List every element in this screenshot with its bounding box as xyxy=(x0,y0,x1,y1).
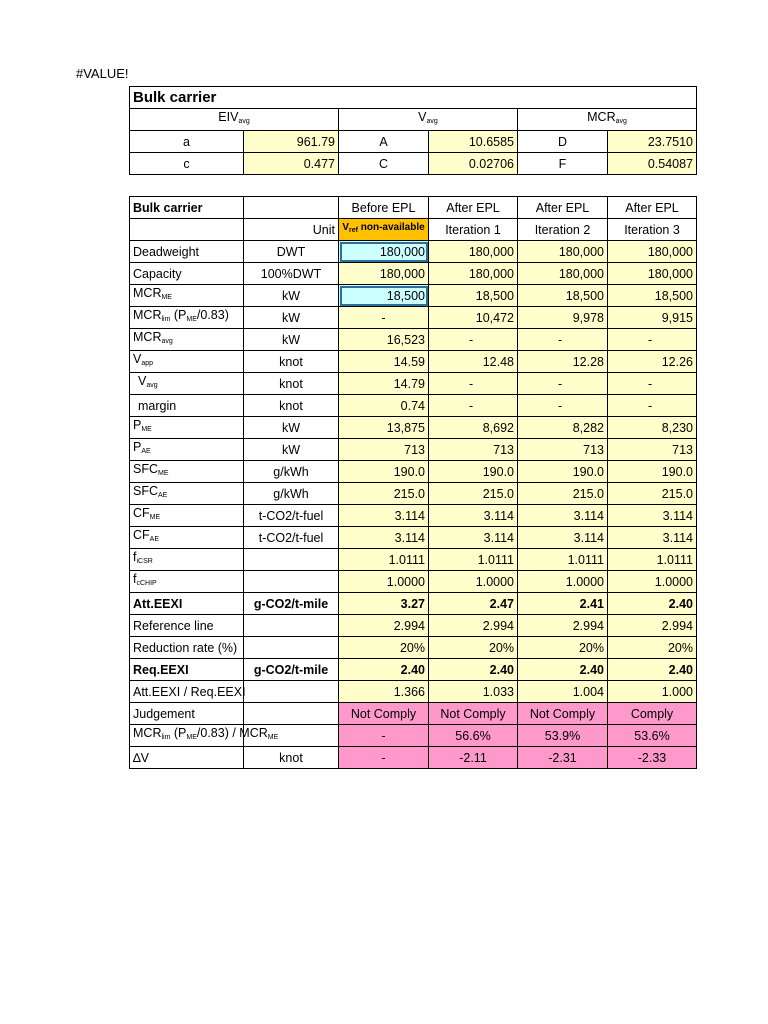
value-cell: 3.27 xyxy=(339,593,429,615)
row-label xyxy=(130,505,244,527)
row-label-sub: iCSR xyxy=(136,558,153,565)
row-unit: DWT xyxy=(244,241,339,263)
coef-label: D xyxy=(518,131,608,153)
eexi-calculation-table xyxy=(129,196,697,769)
row-unit: knot xyxy=(244,747,339,769)
row-unit: g-CO2/t-mile xyxy=(244,659,339,681)
value-cell: 9,978 xyxy=(518,307,608,329)
value-cell: 1.0000 xyxy=(608,571,697,593)
value-cell: 1.033 xyxy=(429,681,518,703)
value-cell: 1.000 xyxy=(608,681,697,703)
value-cell: -2.11 xyxy=(429,747,518,769)
row-unit xyxy=(244,571,339,593)
row-label xyxy=(130,285,244,307)
row-unit: kW xyxy=(244,285,339,307)
row-unit: knot xyxy=(244,395,339,417)
row-unit xyxy=(244,549,339,571)
row-label-main: V xyxy=(138,374,147,388)
table-row xyxy=(130,395,697,417)
coef-head-sub: avg xyxy=(615,118,627,125)
value-cell: 180,000 xyxy=(339,263,429,285)
coef-row xyxy=(130,153,697,175)
value-cell: - xyxy=(429,329,518,351)
value-cell: 190.0 xyxy=(608,461,697,483)
value-cell: 3.114 xyxy=(339,505,429,527)
row-label-sub: ME xyxy=(161,294,172,301)
value-cell: 9,915 xyxy=(608,307,697,329)
value-cell: - xyxy=(518,395,608,417)
row-label-main: Deadweight xyxy=(133,244,200,259)
table-row xyxy=(130,307,697,329)
coef-value[interactable]: 0.477 xyxy=(244,153,339,175)
row-label-main: ∆V xyxy=(133,750,149,765)
value-cell: - xyxy=(608,395,697,417)
coef-head-sub: avg xyxy=(426,118,438,125)
table-row xyxy=(130,681,697,703)
row-label-sub: ME xyxy=(141,426,152,433)
value-cell: 10,472 xyxy=(429,307,518,329)
row-label xyxy=(130,395,244,417)
value-cell: - xyxy=(339,747,429,769)
row-label-main: Reduction rate (%) xyxy=(133,640,238,655)
value-cell[interactable]: 18,500 xyxy=(339,285,429,307)
blank-cell xyxy=(130,219,244,241)
row-unit: knot xyxy=(244,373,339,395)
value-cell: 3.114 xyxy=(518,505,608,527)
vref-note-cell xyxy=(339,219,429,241)
row-label xyxy=(130,329,244,351)
value-cell: Not Comply xyxy=(518,703,608,725)
value-cell: 215.0 xyxy=(339,483,429,505)
coef-value[interactable]: 961.79 xyxy=(244,131,339,153)
value-cell: 18,500 xyxy=(518,285,608,307)
value-cell: - xyxy=(608,329,697,351)
value-cell: - xyxy=(429,395,518,417)
table-row xyxy=(130,285,697,307)
vref-main: V xyxy=(342,222,350,233)
value-cell: 1.0111 xyxy=(339,549,429,571)
row-label xyxy=(130,593,244,615)
value-cell: - xyxy=(608,373,697,395)
row-unit: 100%DWT xyxy=(244,263,339,285)
table-row xyxy=(130,263,697,285)
value-cell: 2.40 xyxy=(608,659,697,681)
row-label-main: Req.EEXI xyxy=(133,662,189,677)
coef-head-1 xyxy=(339,109,518,131)
row-label-main: f xyxy=(133,550,137,564)
table-row xyxy=(130,725,697,747)
value-cell: 180,000 xyxy=(608,263,697,285)
table-row xyxy=(130,637,697,659)
value-cell: 190.0 xyxy=(429,461,518,483)
row-unit: t-CO2/t-fuel xyxy=(244,505,339,527)
row-label-main: CF xyxy=(133,528,150,542)
value-cell: 2.47 xyxy=(429,593,518,615)
value-cell: 3.114 xyxy=(429,527,518,549)
value-cell: 1.0000 xyxy=(339,571,429,593)
row-label-rest2: /0.83) xyxy=(196,308,229,322)
table-row xyxy=(130,505,697,527)
iteration-1-head: Iteration 1 xyxy=(429,219,518,241)
value-cell: 1.0111 xyxy=(608,549,697,571)
coef-value[interactable]: 0.02706 xyxy=(429,153,518,175)
value-cell: Comply xyxy=(608,703,697,725)
value-cell: 1.0000 xyxy=(518,571,608,593)
row-label-main: SFC xyxy=(133,462,158,476)
value-cell: 713 xyxy=(429,439,518,461)
row-label-main: Reference line xyxy=(133,618,214,633)
value-cell: 14.79 xyxy=(339,373,429,395)
row-label-rest2: /0.83) / MCR xyxy=(196,726,268,740)
row-label-sub: app xyxy=(141,360,154,367)
row-label xyxy=(130,659,244,681)
table-row xyxy=(130,483,697,505)
row-label-sub: lim xyxy=(161,734,171,741)
value-cell: 1.0111 xyxy=(429,549,518,571)
table-row xyxy=(130,329,697,351)
value-cell: -2.31 xyxy=(518,747,608,769)
value-cell: 3.114 xyxy=(339,527,429,549)
row-label xyxy=(130,307,244,329)
value-cell: - xyxy=(429,373,518,395)
coef-head-2 xyxy=(518,109,697,131)
row-label-rest: (P xyxy=(170,308,187,322)
column-head-after-epl-3: After EPL xyxy=(608,197,697,219)
row-label-main: SFC xyxy=(133,484,158,498)
column-head-after-epl-1: After EPL xyxy=(429,197,518,219)
value-cell: 2.994 xyxy=(429,615,518,637)
blank-cell xyxy=(244,197,339,219)
row-label xyxy=(130,263,244,285)
value-cell: 190.0 xyxy=(518,461,608,483)
table-row xyxy=(130,461,697,483)
coef-head-main: MCR xyxy=(587,110,616,124)
row-label-sub3: ME xyxy=(267,734,279,741)
eexi-table-title: Bulk carrier xyxy=(130,197,244,219)
row-unit: g-CO2/t-mile xyxy=(244,593,339,615)
row-label xyxy=(130,373,244,395)
value-cell: 180,000 xyxy=(608,241,697,263)
column-head-before-epl: Before EPL xyxy=(339,197,429,219)
row-label xyxy=(130,637,244,659)
row-unit: g/kWh xyxy=(244,461,339,483)
coef-value[interactable]: 10.6585 xyxy=(429,131,518,153)
value-cell: 20% xyxy=(518,637,608,659)
value-cell: 2.40 xyxy=(518,659,608,681)
coef-head-main: V xyxy=(418,110,427,124)
coef-row xyxy=(130,131,697,153)
table-row xyxy=(130,703,697,725)
row-label xyxy=(130,571,244,593)
value-cell[interactable]: 180,000 xyxy=(339,241,429,263)
value-cell: 180,000 xyxy=(518,241,608,263)
coefficient-table xyxy=(129,86,697,175)
value-cell: 18,500 xyxy=(429,285,518,307)
row-label-main: margin xyxy=(138,398,177,413)
value-cell: 2.41 xyxy=(518,593,608,615)
row-label-main: MCR xyxy=(133,308,162,322)
coef-head-main: EIV xyxy=(218,110,239,124)
row-label-sub: ME xyxy=(158,470,169,477)
row-label-sub: AE xyxy=(149,536,160,543)
row-label xyxy=(130,527,244,549)
value-cell: 8,692 xyxy=(429,417,518,439)
row-unit xyxy=(244,681,339,703)
value-cell: 13,875 xyxy=(339,417,429,439)
row-label-main: Att.EEXI xyxy=(133,596,183,611)
row-unit: knot xyxy=(244,351,339,373)
table-row xyxy=(130,241,697,263)
row-label xyxy=(130,549,244,571)
iteration-2-head: Iteration 2 xyxy=(518,219,608,241)
row-unit: kW xyxy=(244,417,339,439)
value-cell: 1.0111 xyxy=(518,549,608,571)
value-cell: 215.0 xyxy=(518,483,608,505)
value-cell: 20% xyxy=(429,637,518,659)
row-unit xyxy=(244,637,339,659)
value-cell: 8,282 xyxy=(518,417,608,439)
value-cell: 20% xyxy=(339,637,429,659)
value-cell: Not Comply xyxy=(429,703,518,725)
row-unit: kW xyxy=(244,329,339,351)
coef-label: a xyxy=(130,131,244,153)
row-label-sub: cCHIP xyxy=(136,580,157,587)
row-label xyxy=(130,747,244,769)
value-cell: 1.366 xyxy=(339,681,429,703)
value-cell: 713 xyxy=(518,439,608,461)
coef-value[interactable]: 0.54087 xyxy=(608,153,697,175)
row-label xyxy=(130,483,244,505)
row-unit: t-CO2/t-fuel xyxy=(244,527,339,549)
row-label xyxy=(130,417,244,439)
row-label-sub: avg xyxy=(146,382,158,389)
column-head-after-epl-2: After EPL xyxy=(518,197,608,219)
table-row xyxy=(130,373,697,395)
value-cell: 12.28 xyxy=(518,351,608,373)
table-row xyxy=(130,549,697,571)
table-row xyxy=(130,747,697,769)
value-cell: 12.26 xyxy=(608,351,697,373)
value-cell: - xyxy=(339,307,429,329)
table-row xyxy=(130,439,697,461)
row-label-main: Capacity xyxy=(133,266,182,281)
row-label-main: V xyxy=(133,352,142,366)
row-unit xyxy=(244,703,339,725)
value-cell: 2.994 xyxy=(339,615,429,637)
iteration-3-head: Iteration 3 xyxy=(608,219,697,241)
value-cell: 180,000 xyxy=(518,263,608,285)
row-label-main: Judgement xyxy=(133,706,195,721)
row-label-sub: AE xyxy=(158,492,168,499)
row-label xyxy=(130,681,244,703)
value-cell: 215.0 xyxy=(429,483,518,505)
coef-head-0 xyxy=(130,109,339,131)
value-cell: 3.114 xyxy=(608,505,697,527)
row-label-main: P xyxy=(133,440,142,454)
table-row xyxy=(130,527,697,549)
row-unit: kW xyxy=(244,307,339,329)
table-row xyxy=(130,351,697,373)
value-cell: Not Comply xyxy=(339,703,429,725)
value-cell: 713 xyxy=(608,439,697,461)
value-cell: 3.114 xyxy=(608,527,697,549)
row-label-sub2: ME xyxy=(186,316,197,323)
row-label-main: CF xyxy=(133,506,150,520)
row-label xyxy=(130,461,244,483)
coef-label: c xyxy=(130,153,244,175)
row-label-main: f xyxy=(133,572,137,586)
coef-value[interactable]: 23.7510 xyxy=(608,131,697,153)
value-cell: 18,500 xyxy=(608,285,697,307)
coef-head-sub: avg xyxy=(238,118,250,125)
unit-column-head: Unit xyxy=(244,219,339,241)
value-cell: 3.114 xyxy=(518,527,608,549)
value-cell: - xyxy=(518,329,608,351)
value-cell: 8,230 xyxy=(608,417,697,439)
value-cell: 190.0 xyxy=(339,461,429,483)
vref-rest: non-available xyxy=(357,222,425,233)
row-unit xyxy=(244,615,339,637)
coefficient-table-title: Bulk carrier xyxy=(130,87,697,109)
value-cell: 12.48 xyxy=(429,351,518,373)
value-cell: 53.6% xyxy=(608,725,697,747)
row-label-sub2: ME xyxy=(186,734,197,741)
row-unit: g/kWh xyxy=(244,483,339,505)
row-label-main: Att.EEXI / Req.EEXI xyxy=(133,684,246,699)
row-label-sub: lim xyxy=(161,316,171,323)
value-cell: 2.994 xyxy=(608,615,697,637)
value-cell: 20% xyxy=(608,637,697,659)
table-row xyxy=(130,571,697,593)
value-cell: 14.59 xyxy=(339,351,429,373)
row-label xyxy=(130,241,244,263)
row-label xyxy=(130,439,244,461)
vref-sub: ref xyxy=(349,227,358,234)
table-row xyxy=(130,417,697,439)
row-label-sub: AE xyxy=(141,448,151,455)
row-label-sub: ME xyxy=(149,514,161,521)
row-label-main: P xyxy=(133,418,142,432)
value-cell: 2.40 xyxy=(608,593,697,615)
value-cell: 180,000 xyxy=(429,241,518,263)
value-cell: 2.994 xyxy=(518,615,608,637)
row-label-rest: (P xyxy=(170,726,187,740)
value-cell: 215.0 xyxy=(608,483,697,505)
value-cell: - xyxy=(339,725,429,747)
value-cell: 56.6% xyxy=(429,725,518,747)
value-cell: - xyxy=(518,373,608,395)
table-row xyxy=(130,659,697,681)
row-label xyxy=(130,615,244,637)
row-label xyxy=(130,351,244,373)
coef-label: F xyxy=(518,153,608,175)
coef-label: C xyxy=(339,153,429,175)
value-cell: 1.004 xyxy=(518,681,608,703)
row-label-main: MCR xyxy=(133,286,162,300)
value-cell: 2.40 xyxy=(339,659,429,681)
row-label xyxy=(130,703,244,725)
coef-label: A xyxy=(339,131,429,153)
value-cell: 180,000 xyxy=(429,263,518,285)
row-unit: kW xyxy=(244,439,339,461)
row-label xyxy=(130,725,279,747)
value-cell: 1.0000 xyxy=(429,571,518,593)
row-label-main: MCR xyxy=(133,726,162,740)
table-row xyxy=(130,593,697,615)
row-label-main: MCR xyxy=(133,330,162,344)
value-cell: 3.114 xyxy=(429,505,518,527)
value-cell: 2.40 xyxy=(429,659,518,681)
value-cell: 16,523 xyxy=(339,329,429,351)
row-label-sub: avg xyxy=(161,338,173,345)
value-cell: 0.74 xyxy=(339,395,429,417)
value-cell: 53.9% xyxy=(518,725,608,747)
value-cell: 713 xyxy=(339,439,429,461)
table-row xyxy=(130,615,697,637)
value-cell: -2.33 xyxy=(608,747,697,769)
error-cell: #VALUE! xyxy=(76,66,129,81)
